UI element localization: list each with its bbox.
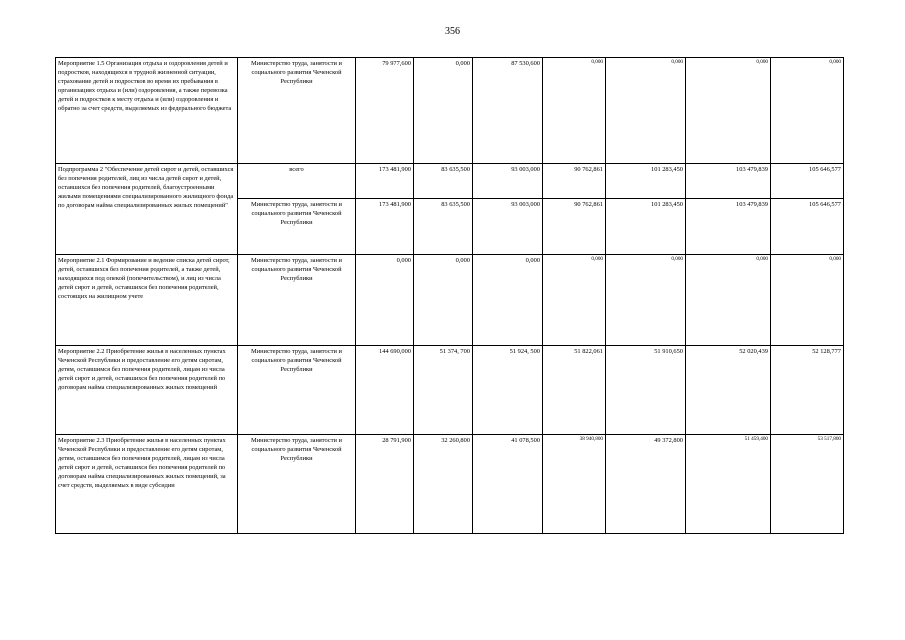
executor-cell: Министерство труда, занятости и социального развития Чеченской Республики [238, 255, 356, 346]
value-cell: 103 479,839 [686, 199, 771, 255]
executor-cell: Министерство труда, занятости и социального развития Чеченской Республики [238, 199, 356, 255]
activity-description: Мероприятие 1.5 Организация отдыха и оздоровления детей и подростков, находящихся в трудной жизненной ситуации, страхование детей и подростков во время их пребывания в организациях отдыха и (или) оздоровления, а также перевозка детей и подростков к месту отдыха и (или) оздоровления и обратно за счет средств, выделяемых из федерального бюджета [56, 58, 238, 164]
value-cell: 0,000 [414, 255, 473, 346]
executor-cell: Министерство труда, занятости и социального развития Чеченской Республики [238, 58, 356, 164]
executor-cell: всего [238, 164, 356, 199]
value-cell: 0,000 [771, 255, 844, 346]
value-cell: 83 635,500 [414, 199, 473, 255]
value-cell: 51 459,400 [686, 435, 771, 534]
table-row [56, 255, 844, 346]
value-cell: 0,000 [356, 255, 414, 346]
subprogram-description: Подпрограмма 2 "Обеспечение детей сирот и детей, оставшихся без попечения родителей, лиц из числа детей сирот и детей, оставшихся без попечения родителей, благоустроенными жилыми помещениями специализированного жилищного фонда по договорам найма специализированных жилых помещений" [56, 164, 238, 255]
value-cell: 101 283,450 [606, 199, 686, 255]
value-cell: 90 762,861 [543, 199, 606, 255]
value-cell: 0,000 [686, 255, 771, 346]
value-cell: 144 690,000 [356, 346, 414, 435]
value-cell: 51 924, 500 [473, 346, 543, 435]
activity-description: Мероприятие 2.3 Приобретение жилья в населенных пунктах Чеченской Республики и предоставление его детям сиротам, детям, оставшимся без попечения родителей, лицам из числа детей сирот и детей, оставшихся без попечения родителей по договорам найма специализированных жилых помещений, за счет средств, выделяемых в виде субсидии [56, 435, 238, 534]
value-cell: 53 517,800 [771, 435, 844, 534]
value-cell: 41 078,500 [473, 435, 543, 534]
value-cell: 52 020,439 [686, 346, 771, 435]
executor-cell: Министерство труда, занятости и социального развития Чеченской Республики [238, 346, 356, 435]
budget-table [55, 57, 844, 534]
value-cell: 38 940,800 [543, 435, 606, 534]
value-cell: 0,000 [771, 58, 844, 164]
value-cell: 51 374, 700 [414, 346, 473, 435]
value-cell: 0,000 [543, 58, 606, 164]
table-row [56, 164, 844, 199]
table-row [56, 58, 844, 164]
value-cell: 173 481,900 [356, 199, 414, 255]
value-cell: 0,000 [606, 255, 686, 346]
value-cell: 28 791,900 [356, 435, 414, 534]
value-cell: 0,000 [473, 255, 543, 346]
value-cell: 51 822,061 [543, 346, 606, 435]
value-cell: 83 635,500 [414, 164, 473, 199]
value-cell: 101 283,450 [606, 164, 686, 199]
value-cell: 93 003,000 [473, 199, 543, 255]
table-row [56, 435, 844, 534]
value-cell: 105 646,577 [771, 199, 844, 255]
value-cell: 0,000 [606, 58, 686, 164]
value-cell: 49 372,800 [606, 435, 686, 534]
activity-description: Мероприятие 2.2 Приобретение жилья в населенных пунктах Чеченской Республики и предоставление его детям сиротам, детям, оставшимся без попечения родителей, лицам из числа детей сирот и детей, оставшихся без попечения родителей по договорам найма специализированных жилых помещений [56, 346, 238, 435]
value-cell: 87 530,600 [473, 58, 543, 164]
value-cell: 0,000 [414, 58, 473, 164]
value-cell: 90 762,861 [543, 164, 606, 199]
value-cell: 79 977,600 [356, 58, 414, 164]
value-cell: 51 910,650 [606, 346, 686, 435]
value-cell: 103 479,839 [686, 164, 771, 199]
executor-cell: Министерство труда, занятости и социального развития Чеченской Республики [238, 435, 356, 534]
value-cell: 0,000 [543, 255, 606, 346]
value-cell: 105 646,577 [771, 164, 844, 199]
value-cell: 0,000 [686, 58, 771, 164]
activity-description: Мероприятие 2.1 Формирование и ведение списка детей сирот, детей, оставшихся без попечения родителей, а также детей, находящихся под опекой (попечительством), и лиц из числа детей сирот и детей, оставшихся без попечения родителей, состоящих на жилищном учете [56, 255, 238, 346]
page-number: 356 [445, 26, 460, 37]
value-cell: 32 260,800 [414, 435, 473, 534]
value-cell: 52 128,777 [771, 346, 844, 435]
value-cell: 93 003,000 [473, 164, 543, 199]
table-row [56, 346, 844, 435]
value-cell: 173 481,900 [356, 164, 414, 199]
